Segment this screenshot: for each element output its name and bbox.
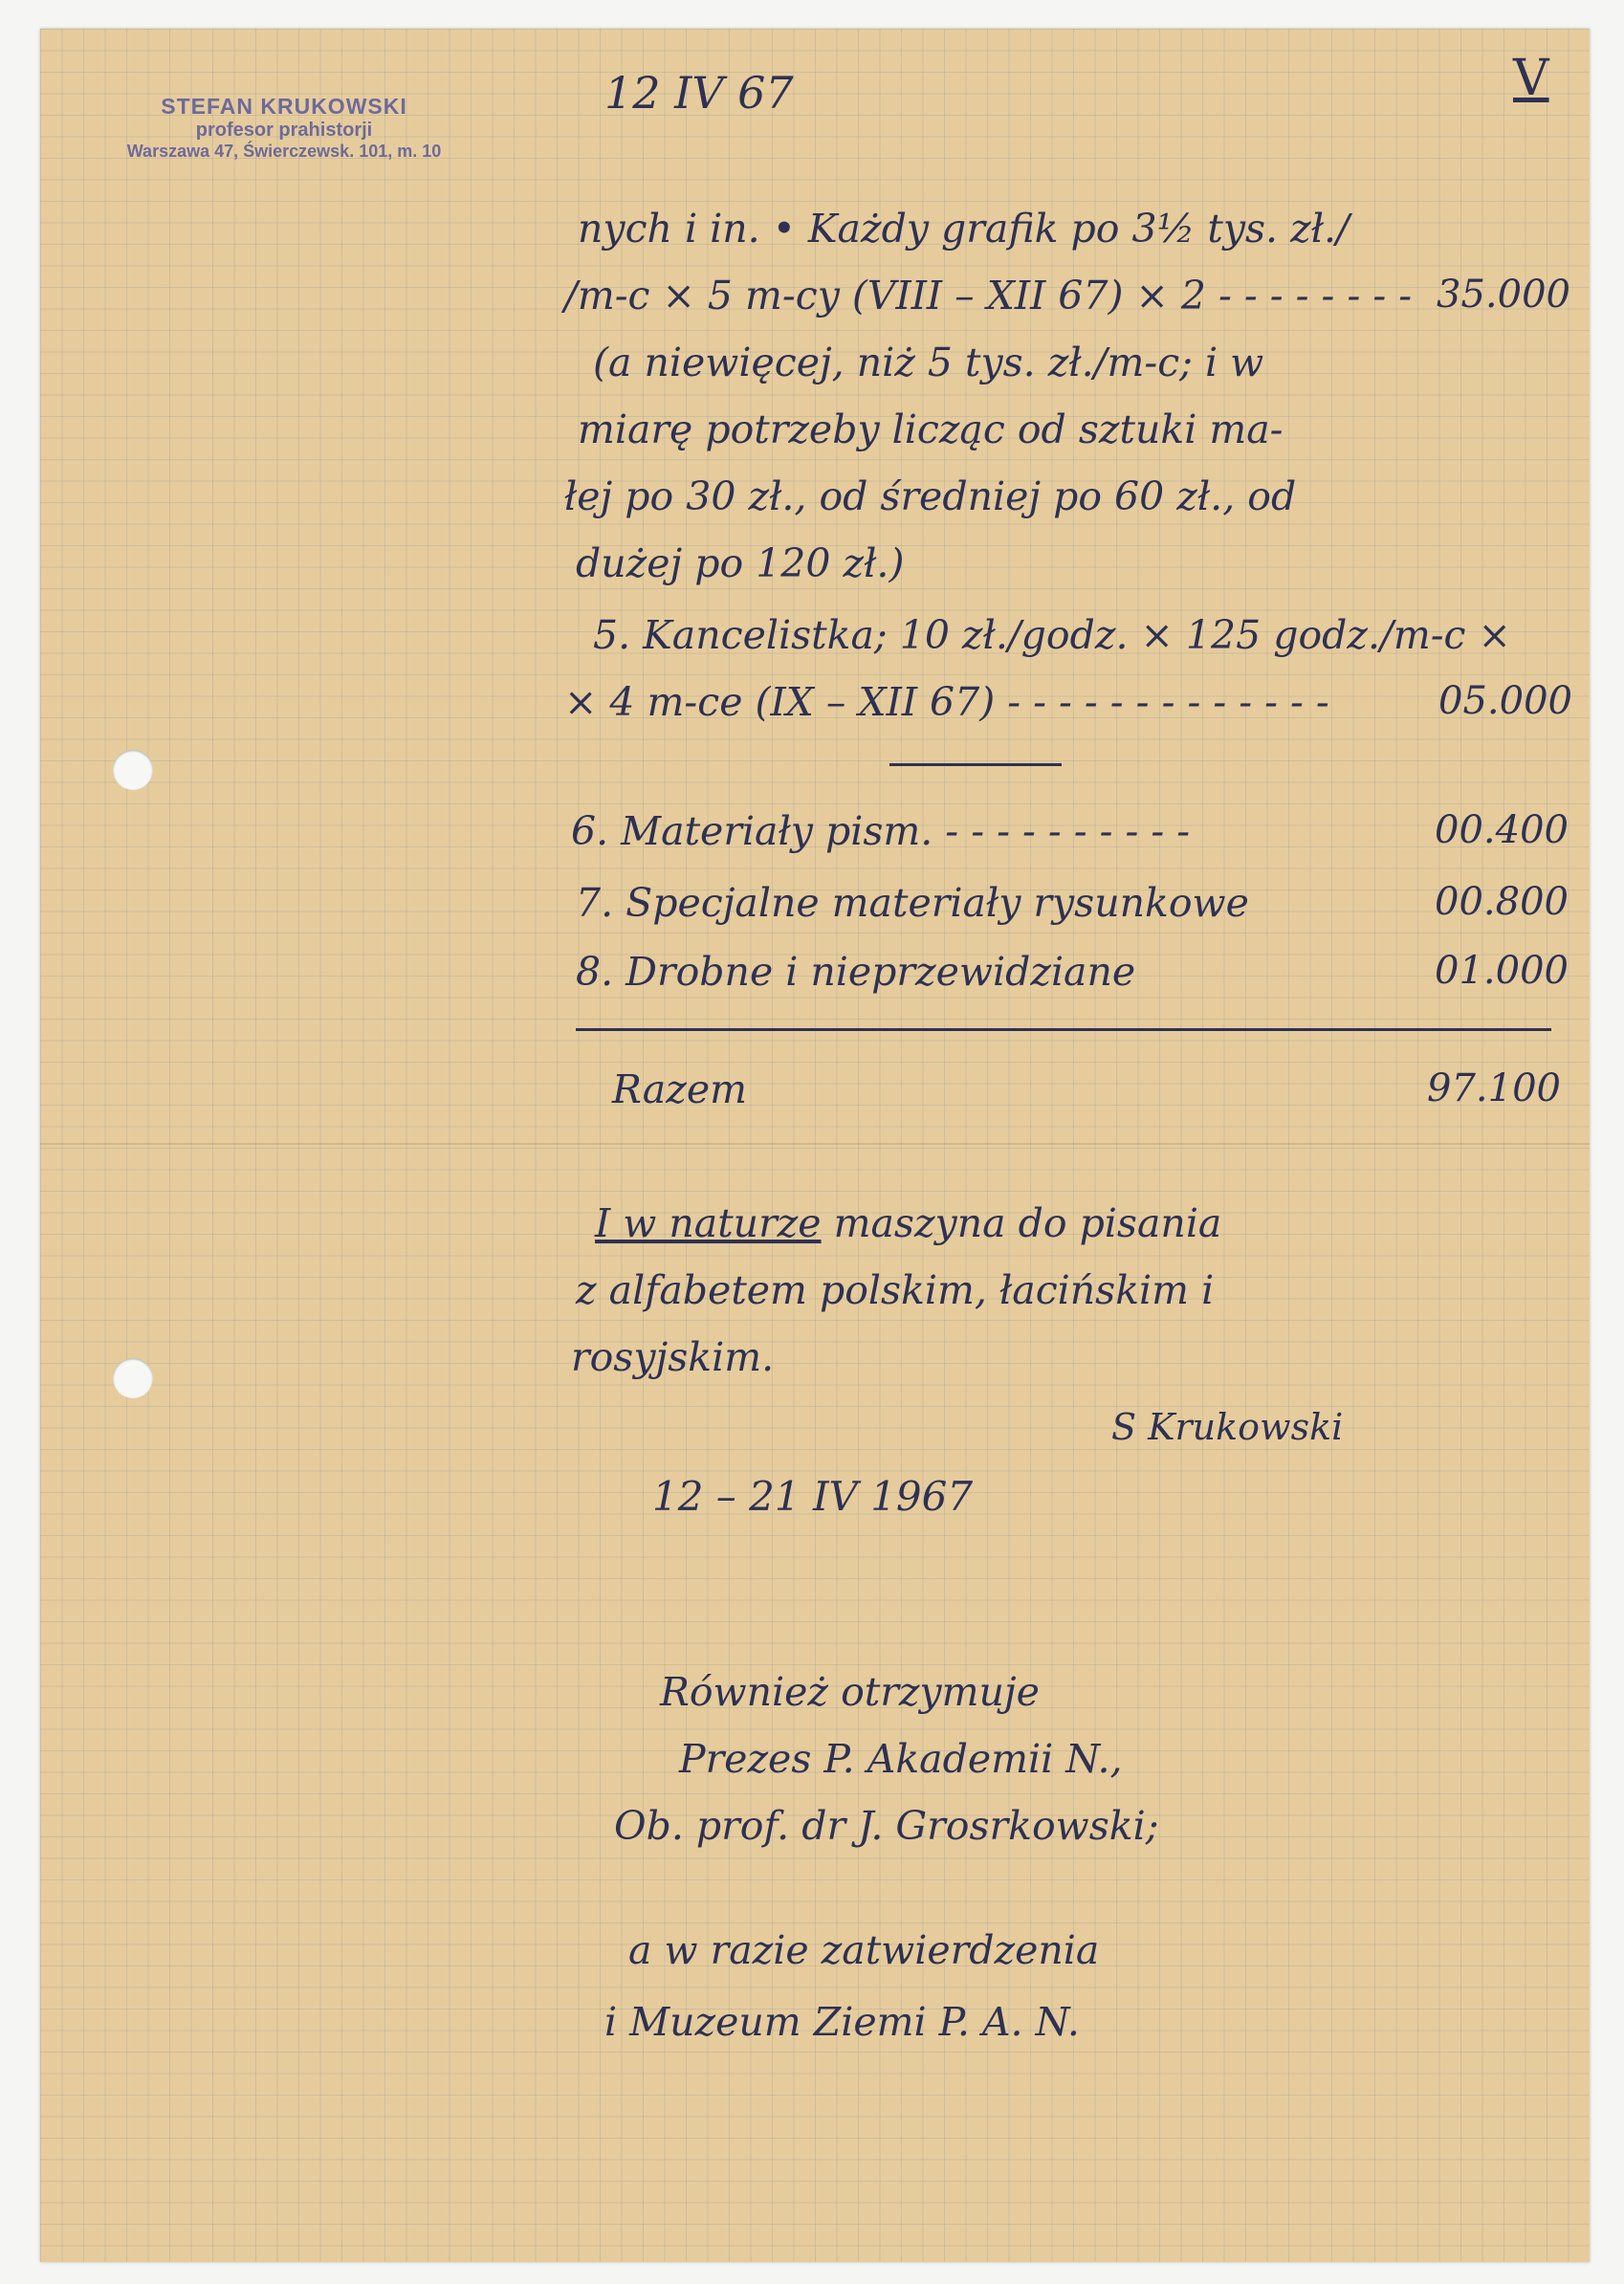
body-line-2: /m-c × 5 m-cy (VIII – XII 67) × 2 - - - - - - - - [564, 273, 1413, 318]
total-divider [576, 1028, 1551, 1031]
recipients-intro: Również otrzymuje [660, 1669, 1040, 1715]
note-line-2: z alfabetem polskim, łacińskim i [576, 1267, 1215, 1313]
item-6-amount: 00.400 [1435, 808, 1569, 852]
letterhead-stamp [59, 94, 509, 162]
item-8-amount: 01.000 [1435, 949, 1569, 993]
item-7-label: 7. Specjalne materiały rysunkowe [576, 880, 1249, 926]
page-number: V [1513, 50, 1549, 107]
recipient-2: Ob. prof. dr J. Grosrkowski; [614, 1803, 1159, 1849]
fold-crease [40, 1143, 1590, 1145]
total-label: Razem [612, 1066, 747, 1112]
letterhead-title: profesor prahistorji [195, 120, 373, 141]
amount-graphics: 35.000 [1437, 273, 1570, 317]
note-lead: I w naturze [595, 1200, 822, 1246]
body-line-6: dużej po 120 zł.) [576, 540, 905, 586]
body-line-7: 5. Kancelistka; 10 zł./godz. × 125 godz./m-c × [593, 612, 1511, 658]
item-7-amount: 00.800 [1435, 880, 1569, 924]
note-line-1 [595, 1200, 1221, 1246]
item-6-label: 6. Materiały pism. - - - - - - - - - - [571, 808, 1191, 854]
note-line-3: rosyjskim. [571, 1334, 775, 1380]
body-line-1: nych i in. • Każdy grafik po 3½ tys. zł./ [578, 206, 1350, 252]
letterhead-name: STEFAN KRUKOWSKI [161, 94, 407, 119]
paper-sheet [40, 29, 1590, 2262]
short-divider [889, 763, 1062, 766]
signature: S Krukowski [1111, 1406, 1344, 1448]
header-date: 12 IV 67 [604, 67, 794, 119]
body-line-5: łej po 30 zł., od średniej po 60 zł., od [564, 473, 1297, 519]
closing-line-2: i Muzeum Ziemi P. A. N. [604, 1999, 1080, 2045]
punch-hole-upper [113, 750, 153, 790]
note-line-1-rest: maszyna do pisania [821, 1200, 1222, 1246]
letterhead-address: Warszawa 47, Świerczewsk. 101, m. 10 [126, 142, 442, 161]
body-line-3: (a niewięcej, niż 5 tys. zł./m-c; i w [593, 340, 1264, 385]
closing-line-1: a w razie zatwierdzenia [628, 1927, 1100, 1973]
total-amount: 97.100 [1427, 1066, 1561, 1110]
body-line-4: miarę potrzeby licząc od sztuki ma- [578, 406, 1284, 452]
punch-hole-lower [113, 1358, 153, 1398]
sign-date: 12 – 21 IV 1967 [652, 1473, 974, 1520]
amount-clerk: 05.000 [1438, 679, 1572, 723]
recipient-1: Prezes P. Akademii N., [679, 1736, 1123, 1782]
body-line-8: × 4 m-ce (IX – XII 67) - - - - - - - - - - - - - [564, 679, 1329, 725]
item-8-label: 8. Drobne i nieprzewidziane [576, 949, 1136, 995]
